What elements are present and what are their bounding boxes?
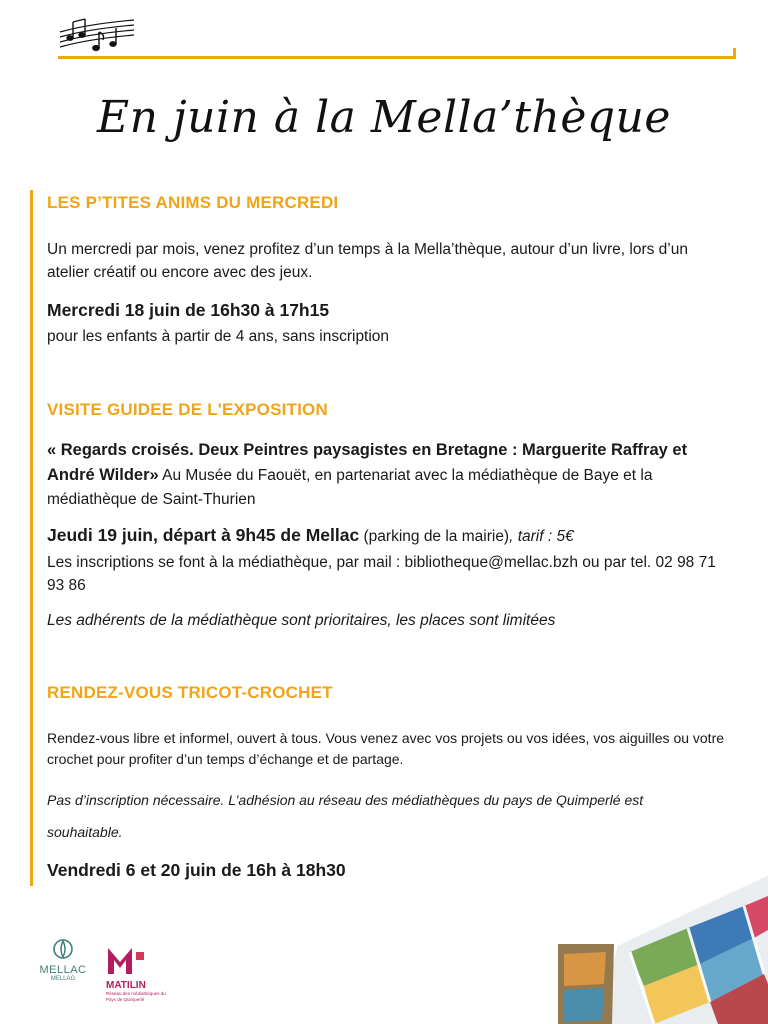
header-rule-end: [733, 48, 736, 59]
matilin-emblem-icon: [106, 944, 146, 976]
mellac-logo: [38, 938, 88, 998]
visit-registration: Les inscriptions se font à la médiathèque, par mail : bibliotheque@mellac.bzh ou par tel. 02 98 71 93 86: [47, 554, 716, 594]
visit-date-line: [47, 524, 727, 548]
mellac-logo-name: MELLAC: [39, 964, 87, 976]
event-date-tricot: Vendredi 6 et 20 juin de 16h à 18h30: [47, 860, 346, 880]
exhibit-description: Au Musée du Faouët, en partenariat avec la médiathèque de Baye et la médiathèque de Saint-Thurien: [47, 467, 653, 508]
section-intro-mercredi: Un mercredi par mois, venez profitez d’un temps à la Mella’thèque, autour d’un livre, lors d’un atelier créatif ou encore avec des jeux.: [47, 241, 688, 281]
matilin-logo-sub: Réseau des médiathèques du Pays de Quimperlé: [106, 991, 166, 1002]
visit-priority-note: Les adhérents de la médiathèque sont prioritaires, les places sont limitées: [47, 612, 556, 629]
visit-date: Jeudi 19 juin, départ à 9h45 de Mellac: [47, 525, 360, 545]
mellac-emblem-icon: [52, 938, 74, 960]
section-accent-bar: [30, 190, 33, 886]
page-title: En juin à la Mella’thèque: [97, 92, 671, 143]
section-note-tricot: Pas d’inscription nécessaire. L’adhésion au réseau des médiathèques du pays de Quimperlé est souhaitable.: [47, 792, 644, 840]
music-notes-icon: [58, 14, 136, 54]
event-date-mercredi: Mercredi 18 juin de 16h30 à 17h15: [47, 300, 330, 320]
exhibit-title: « Regards croisés. Deux Peintres paysagistes en Bretagne : Marguerite Raffray et André Wilder»: [47, 441, 688, 484]
section-intro-tricot: Rendez-vous libre et informel, ouvert à tous. Vous venez avec vos projets ou vos idées, vos aiguilles ou votre crochet pour profiter d’un temps d’échange et de partage.: [47, 730, 725, 767]
matilin-logo-name: MATILIN: [106, 980, 146, 991]
event-note-mercredi: pour les enfants à partir de 4 ans, sans inscription: [47, 328, 390, 345]
mellac-logo-sub: MELLAG: [50, 976, 76, 982]
exhibit-paragraph: [47, 438, 727, 512]
section-heading-visite: VISITE GUIDEE DE L'EXPOSITION: [47, 400, 328, 419]
header-rule: [58, 56, 736, 59]
section-heading-tricot: RENDEZ-VOUS TRICOT-CROCHET: [47, 683, 333, 702]
stained-glass-decoration: [558, 834, 768, 1024]
matilin-logo: [106, 944, 176, 1008]
visit-place: (parking de la mairie): [359, 528, 510, 545]
visit-price: , tarif : 5€: [509, 528, 574, 545]
section-heading-mercredi: LES P’TITES ANIMS DU MERCREDI: [47, 193, 339, 212]
